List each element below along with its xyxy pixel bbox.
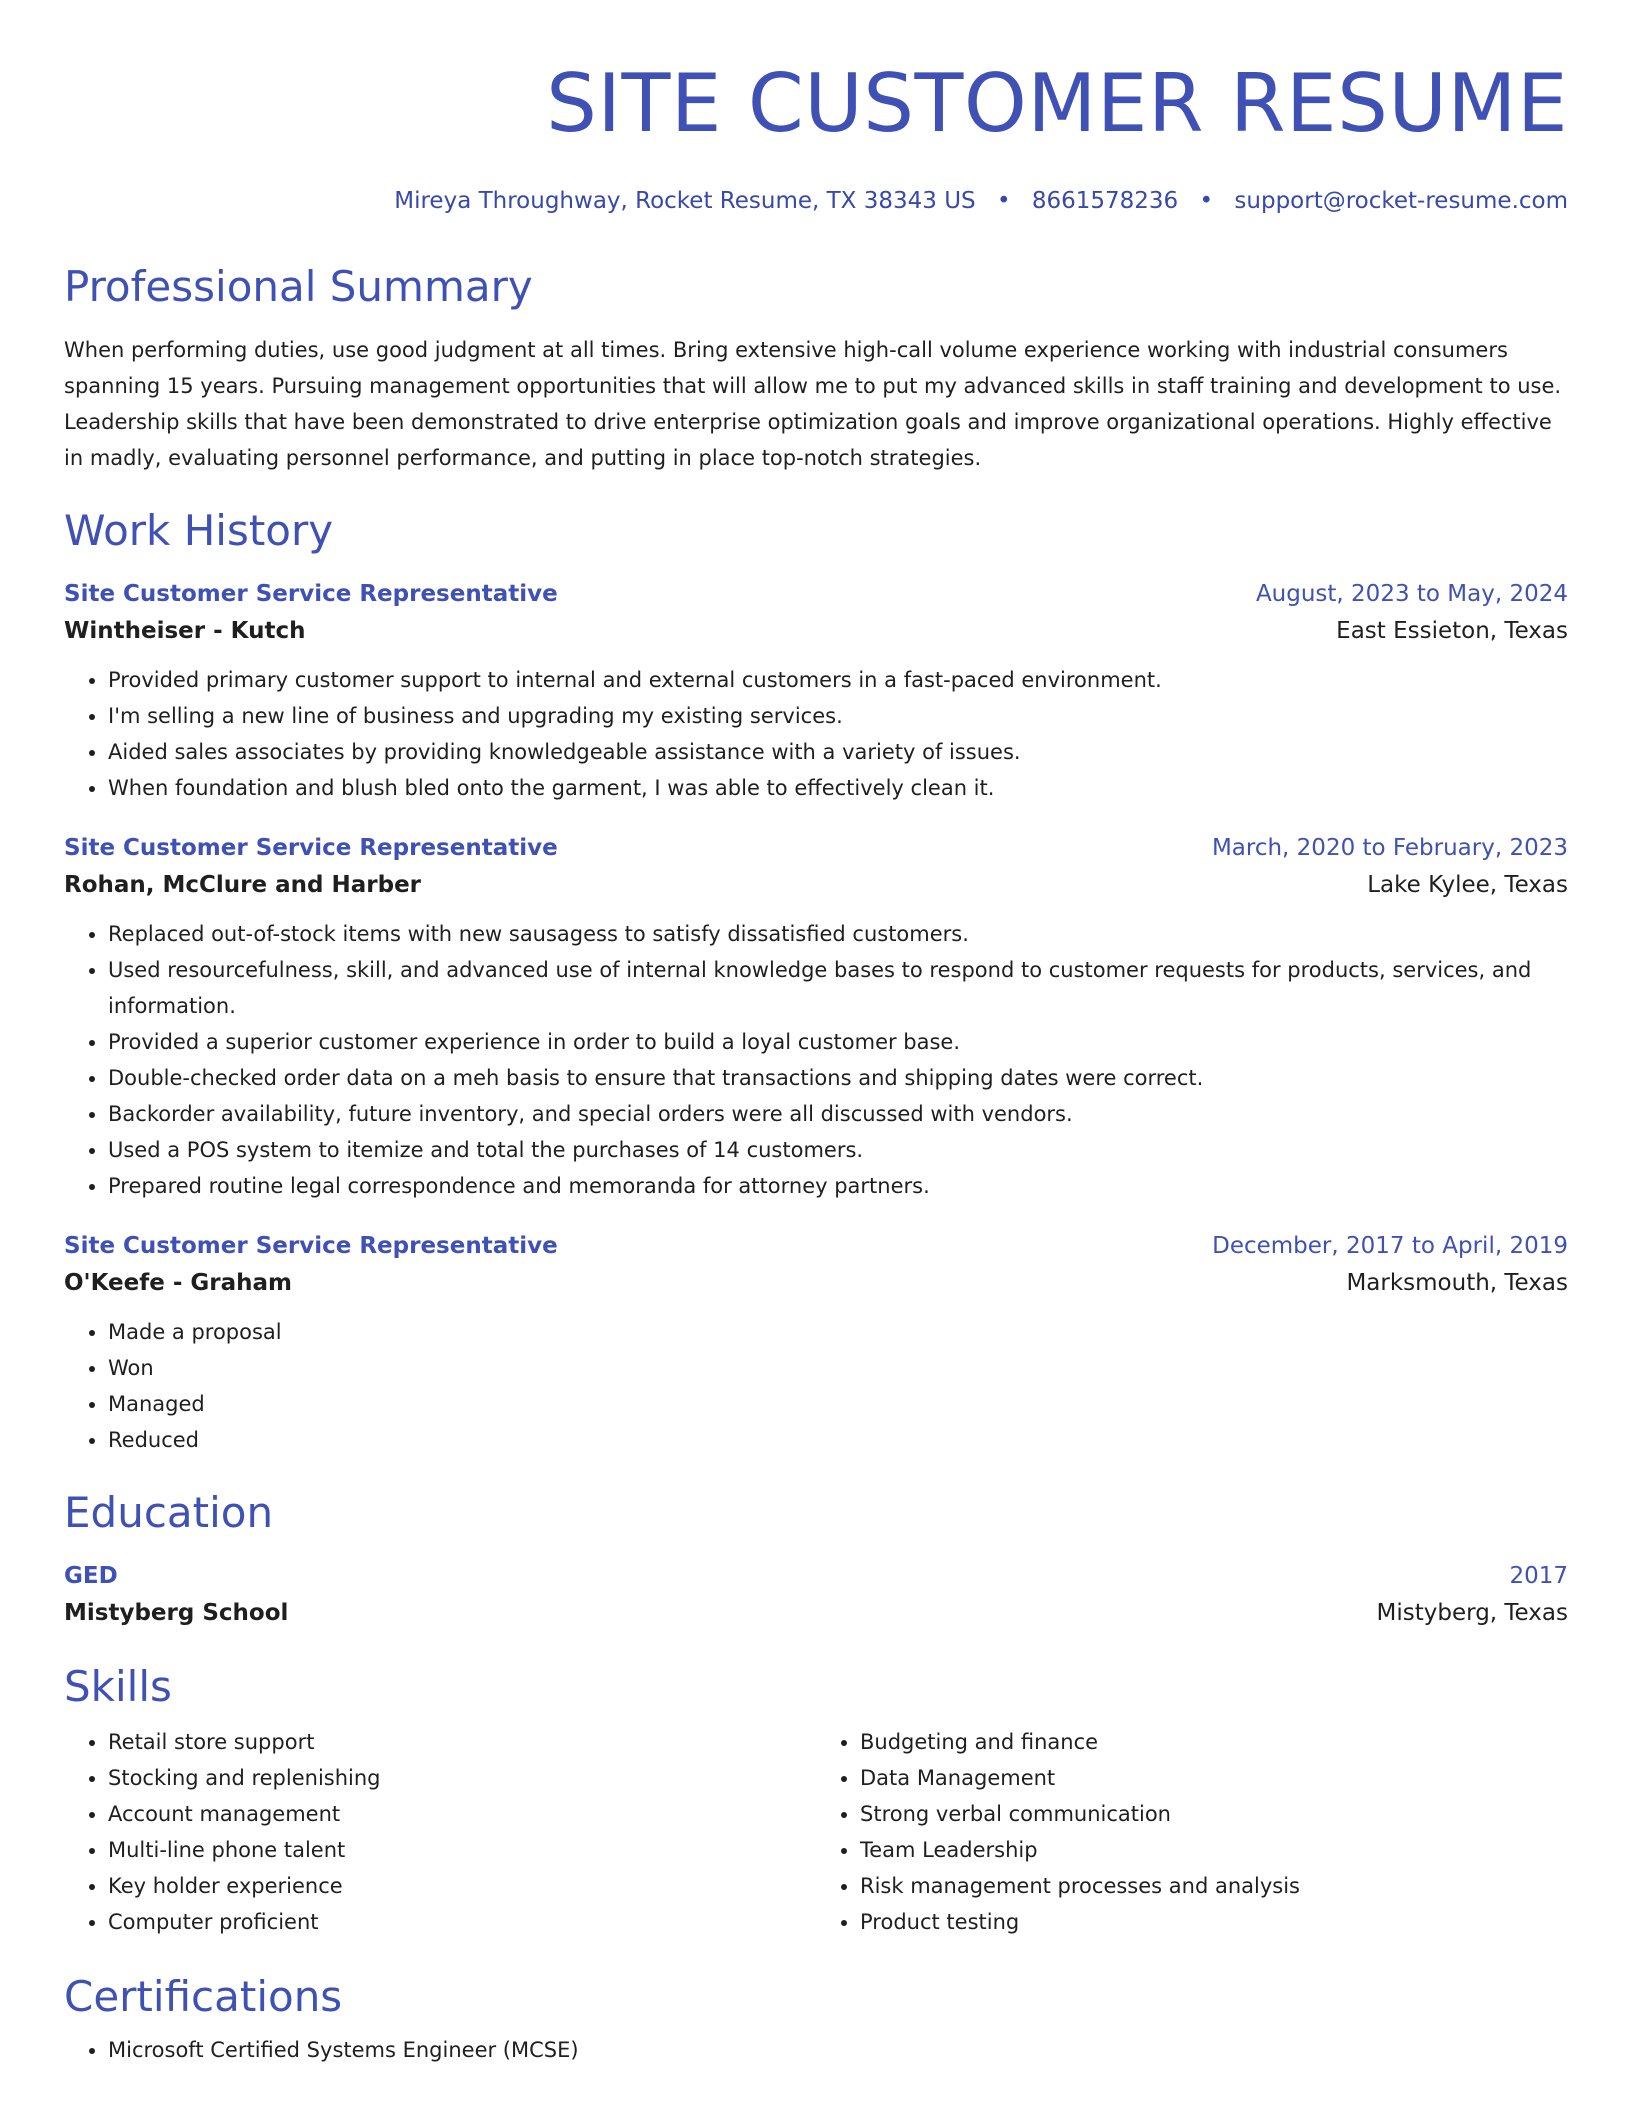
job-company: Rohan, McClure and Harber [64,872,422,898]
list-item: • Key holder experience [108,1868,816,1904]
resume-header [64,56,1568,216]
job-bullets [64,1314,1568,1458]
list-item: • Provided a superior customer experience in order to build a loyal customer base. [108,1024,1568,1060]
job-location: East Essieton, Texas [1336,618,1568,644]
list-item: • Microsoft Certified Systems Engineer (MCSE) [108,2032,1568,2068]
contact-separator: • [996,188,1011,214]
contact-phone: 8661578236 [1031,188,1179,214]
education-school: Mistyberg School [64,1600,289,1626]
job-bullets [64,662,1568,806]
list-item: • Team Leadership [860,1832,1568,1868]
contact-address: Mireya Throughway, Rocket Resume, TX 38343 US [394,188,976,214]
job-company: Wintheiser - Kutch [64,618,306,644]
education-degree: GED [64,1563,118,1589]
list-item: • Used resourcefulness, skill, and advanced use of internal knowledge bases to respond to customer requests for products, services, and information. [108,952,1568,1024]
list-item: • Risk management processes and analysis [860,1868,1568,1904]
education-section [64,1488,1568,1632]
list-item: • When foundation and blush bled onto the garment, I was able to effectively clean it. [108,770,1568,806]
list-item: • Made a proposal [108,1314,1568,1350]
skills-section [64,1662,1568,1940]
job-dates: August, 2023 to May, 2024 [1255,581,1568,607]
list-item: • Data Management [860,1760,1568,1796]
job-entry [64,830,1568,1204]
summary-section [64,262,1568,476]
skills-heading: Skills [64,1662,172,1711]
list-item: • I'm selling a new line of business and upgrading my existing services. [108,698,1568,734]
skills-column-left [64,1724,816,1940]
certifications-list [64,2032,1568,2068]
skills-column-right [816,1724,1568,1940]
list-item: • Managed [108,1386,1568,1422]
list-item: • Prepared routine legal correspondence and memoranda for attorney partners. [108,1168,1568,1204]
education-location: Mistyberg, Texas [1376,1600,1568,1626]
list-item: • Used a POS system to itemize and total the purchases of 14 customers. [108,1132,1568,1168]
summary-heading: Professional Summary [64,262,533,311]
list-item: • Provided primary customer support to internal and external customers in a fast-paced environment. [108,662,1568,698]
job-location: Lake Kylee, Texas [1367,872,1568,898]
job-title: Site Customer Service Representative [64,835,558,861]
list-item: • Reduced [108,1422,1568,1458]
summary-text: When performing duties, use good judgment at all times. Bring extensive high-call volume experience working with industrial consumers spanning 15 years. Pursuing management opportunities that will allow me to put my advanced skills in staff training and development to use. Leadership skills that have been demonstrated to drive enterprise optimization goals and improve organizational operations. Highly effective in madly, evaluating personnel performance, and putting in place top-notch strategies. [64,338,1562,470]
education-heading: Education [64,1488,274,1537]
list-item: • Retail store support [108,1724,816,1760]
list-item: • Computer proficient [108,1904,816,1940]
job-bullets [64,916,1568,1204]
contact-line [64,186,1568,216]
contact-separator: • [1199,188,1214,214]
list-item: • Multi-line phone talent [108,1832,816,1868]
list-item: • Product testing [860,1904,1568,1940]
list-item: • Backorder availability, future inventory, and special orders were all discussed with vendors. [108,1096,1568,1132]
job-dates: March, 2020 to February, 2023 [1211,835,1568,861]
list-item: • Stocking and replenishing [108,1760,816,1796]
resume-title: SITE CUSTOMER RESUME [546,57,1568,150]
list-item: • Double-checked order data on a meh basis to ensure that transactions and shipping dates were correct. [108,1060,1568,1096]
certifications-heading: Certifications [64,1972,343,2021]
job-location: Marksmouth, Texas [1346,1270,1568,1296]
job-entry [64,1228,1568,1458]
work-history-heading: Work History [64,506,334,555]
contact-email: support@rocket-resume.com [1234,188,1568,214]
job-title: Site Customer Service Representative [64,581,558,607]
list-item: • Aided sales associates by providing knowledgeable assistance with a variety of issues. [108,734,1568,770]
job-title: Site Customer Service Representative [64,1233,558,1259]
job-company: O'Keefe - Graham [64,1270,292,1296]
list-item: • Strong verbal communication [860,1796,1568,1832]
education-entry [64,1558,1568,1632]
work-history-section [64,506,1568,1458]
list-item: • Account management [108,1796,816,1832]
education-year: 2017 [1509,1563,1568,1589]
list-item: • Won [108,1350,1568,1386]
skills-grid [64,1724,1568,1940]
list-item: • Budgeting and finance [860,1724,1568,1760]
job-entry [64,576,1568,806]
certifications-section [64,1972,1568,2068]
list-item: • Replaced out-of-stock items with new sausagess to satisfy dissatisfied customers. [108,916,1568,952]
job-dates: December, 2017 to April, 2019 [1212,1233,1568,1259]
